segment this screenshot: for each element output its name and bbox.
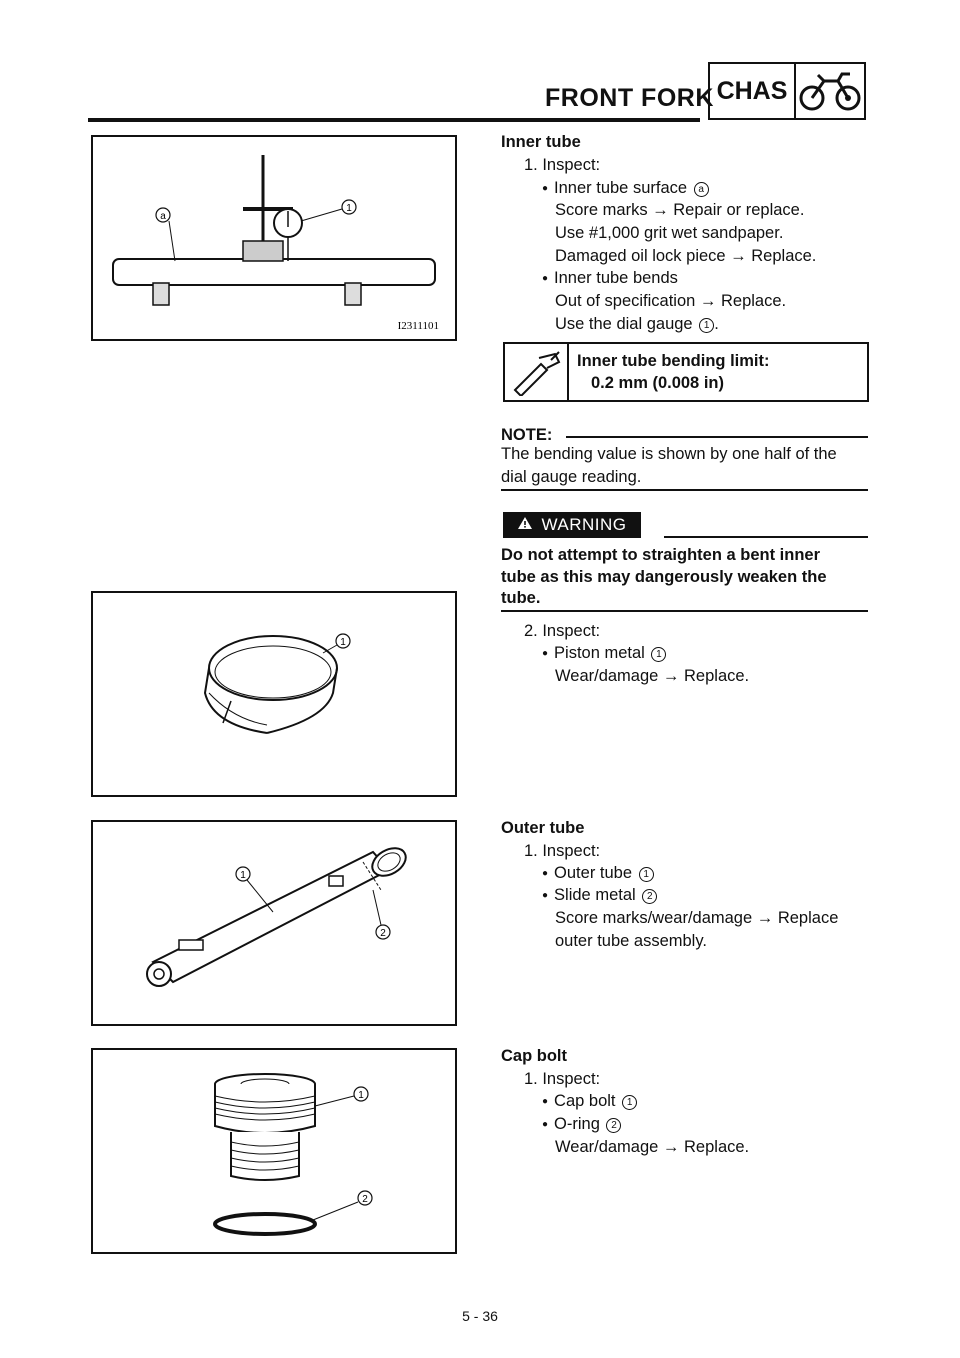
bullet-text: ● Slide metal bbox=[542, 886, 636, 904]
ref-marker: 2 bbox=[642, 889, 657, 904]
piston-bullet bbox=[542, 642, 666, 666]
ref-marker: 1 bbox=[622, 1095, 637, 1110]
page-number: 5 - 36 bbox=[462, 1308, 498, 1324]
bullet-text: ● O-ring bbox=[542, 1115, 600, 1133]
callout-2: 2 bbox=[380, 928, 386, 939]
figure-outer-tube bbox=[91, 820, 457, 1026]
cap-bolt-line: Wear/damage → Replace. bbox=[555, 1138, 750, 1156]
warning-icon bbox=[517, 515, 533, 535]
figure-cap-bolt bbox=[91, 1048, 457, 1254]
note-rule-top bbox=[566, 436, 868, 438]
inner-tube-step-1: 1. Inspect: bbox=[524, 156, 601, 174]
spec-label: Inner tube bending limit: bbox=[577, 352, 770, 370]
figure-code: I2311101 bbox=[397, 320, 439, 332]
caliper-icon bbox=[511, 350, 563, 401]
inner-tube-line-2: Use #1,000 grit wet sandpaper. bbox=[555, 224, 784, 242]
note-text-2: dial gauge reading. bbox=[501, 468, 642, 486]
bullet-text: ● Outer tube bbox=[542, 864, 632, 882]
note-text-1: The bending value is shown by one half of the bbox=[501, 445, 837, 463]
callout-1: 1 bbox=[346, 203, 352, 214]
warning-label: WARNING bbox=[541, 515, 627, 534]
ref-marker: 1 bbox=[699, 318, 714, 333]
callout-a: a bbox=[160, 211, 166, 222]
page-title: FRONT FORK bbox=[545, 84, 714, 112]
section-heading-cap-bolt: Cap bolt bbox=[501, 1047, 567, 1065]
note-label: NOTE: bbox=[501, 426, 553, 444]
ref-marker: 1 bbox=[651, 647, 666, 662]
section-label: CHAS bbox=[710, 64, 796, 118]
figure-piston-metal bbox=[91, 591, 457, 797]
cap-bolt-step: 1. Inspect: bbox=[524, 1070, 601, 1088]
header-rule bbox=[88, 118, 700, 122]
outer-tube-line-2: outer tube assembly. bbox=[555, 932, 707, 950]
inner-tube-line-3: Damaged oil lock piece → Replace. bbox=[555, 247, 817, 265]
outer-tube-bullet-1 bbox=[542, 862, 654, 886]
note-rule-bottom bbox=[501, 489, 868, 491]
section-heading-outer-tube: Outer tube bbox=[501, 819, 585, 837]
spec-box bbox=[503, 342, 869, 402]
outer-tube-line-1: Score marks/wear/damage → Replace bbox=[555, 909, 839, 927]
warning-line-2: tube as this may dangerously weaken the bbox=[501, 568, 827, 586]
inner-tube-line-5 bbox=[555, 313, 719, 336]
warning-line-1: Do not attempt to straighten a bent inner bbox=[501, 546, 821, 564]
warning-line-3: tube. bbox=[501, 589, 541, 607]
line-text: Use the dial gauge bbox=[555, 315, 693, 333]
bullet-text: ● Cap bolt bbox=[542, 1092, 616, 1110]
ref-marker: a bbox=[694, 182, 709, 197]
inner-tube-bullet-bends bbox=[542, 267, 678, 291]
motorcycle-icon bbox=[796, 64, 864, 118]
spec-value: 0.2 mm (0.008 in) bbox=[591, 374, 724, 392]
ref-marker: 2 bbox=[606, 1118, 621, 1133]
warning-rule-top bbox=[664, 536, 868, 538]
piston-line: Wear/damage → Replace. bbox=[555, 667, 750, 685]
callout-2: 2 bbox=[362, 1194, 368, 1205]
cap-bolt-bullet-1 bbox=[542, 1090, 637, 1114]
section-heading-inner-tube: Inner tube bbox=[501, 133, 581, 151]
figure-inner-tube-dial-gauge bbox=[91, 135, 457, 341]
callout-1: 1 bbox=[358, 1090, 364, 1101]
piston-step: 2. Inspect: bbox=[524, 622, 601, 640]
inner-tube-bullet-surface bbox=[542, 177, 709, 201]
warning-badge bbox=[503, 512, 641, 538]
bullet-text: ● Piston metal bbox=[542, 644, 645, 662]
inner-tube-line-4: Out of specification → Replace. bbox=[555, 292, 787, 310]
inner-tube-line-1: Score marks → Repair or replace. bbox=[555, 201, 805, 219]
line-end: . bbox=[714, 315, 719, 333]
callout-1: 1 bbox=[340, 637, 346, 648]
callout-1: 1 bbox=[240, 870, 246, 881]
bullet-text: ● Inner tube surface bbox=[542, 179, 687, 197]
warning-rule-bottom bbox=[501, 610, 868, 612]
bullet-text: ● Inner tube bends bbox=[542, 269, 678, 287]
cap-bolt-bullet-2 bbox=[542, 1113, 621, 1137]
ref-marker: 1 bbox=[639, 867, 654, 882]
outer-tube-bullet-2 bbox=[542, 884, 657, 908]
outer-tube-step: 1. Inspect: bbox=[524, 842, 601, 860]
section-badge bbox=[708, 62, 866, 120]
